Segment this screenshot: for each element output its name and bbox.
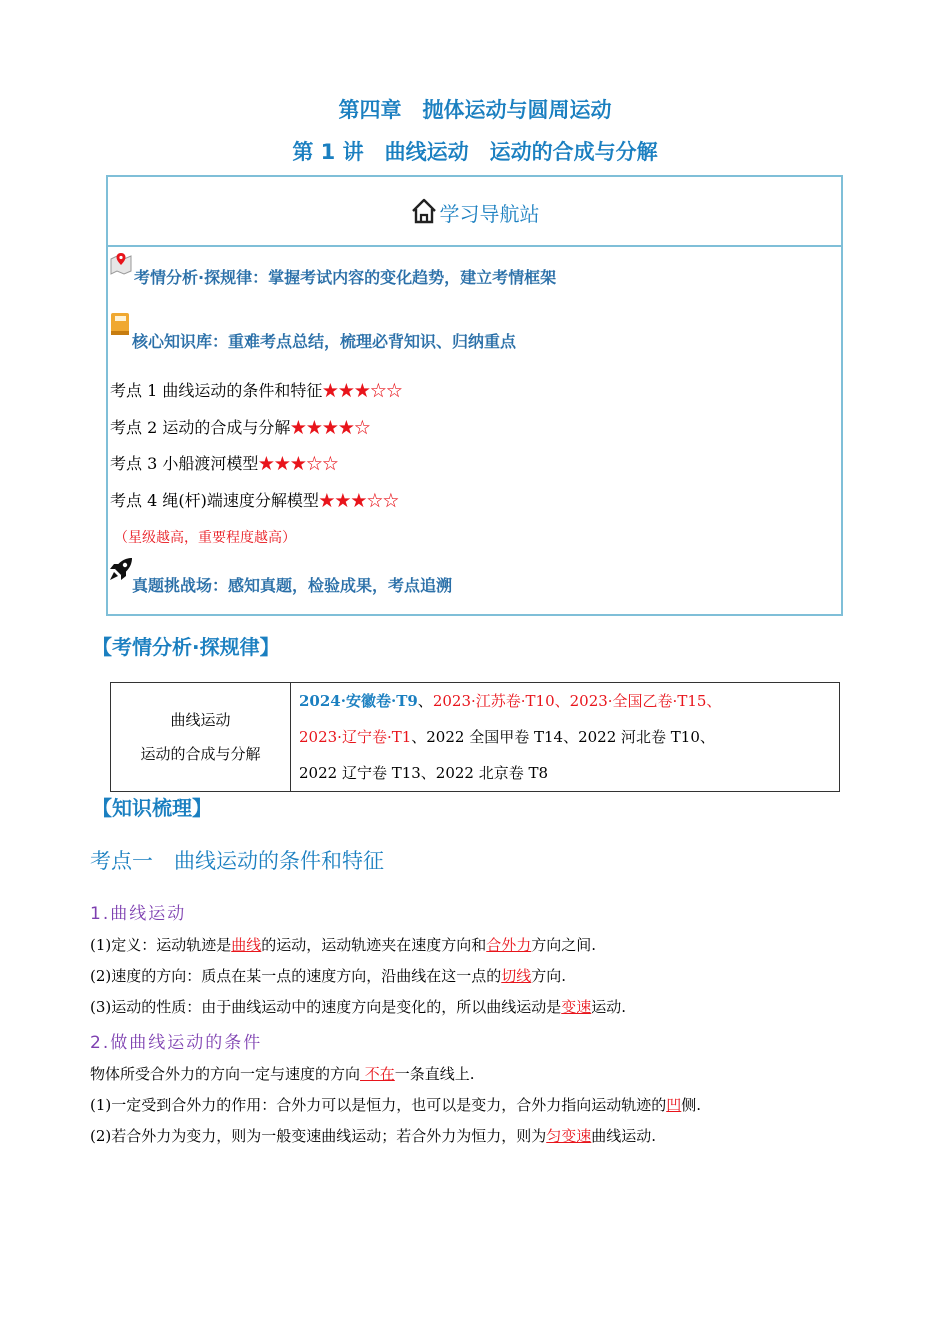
nav-header	[108, 177, 841, 247]
study-nav-box	[106, 175, 843, 616]
paragraph: (3)运动的性质：由于曲线运动中的速度方向是变化的，所以曲线运动是变速运动.	[90, 998, 627, 1016]
star-note: （星级越高，重要程度越高）	[114, 530, 296, 546]
subheading-1: 1.曲线运动	[90, 904, 187, 924]
kaodian-4: 考点 4 绳(杆)端速度分解模型★★★☆☆	[110, 491, 399, 510]
map-pin-icon	[110, 251, 132, 279]
paragraph: 物体所受合外力的方向一定与速度的方向 不在一条直线上.	[90, 1065, 475, 1083]
answer-blank: 曲线	[231, 936, 262, 954]
answer-blank: 变速	[561, 998, 592, 1016]
home-icon	[410, 197, 438, 230]
answer-blank: 凹	[666, 1096, 682, 1114]
kaodian-2: 考点 2 运动的合成与分解★★★★☆	[110, 418, 371, 437]
nav-row-challenge: 真题挑战场：感知真题，检验成果，考点追溯	[132, 576, 453, 595]
exam-list-cell: 2024·安徽卷·T9、2023·江苏卷·T10、2023·全国乙卷·T15、 2023·辽宁卷·T1、2022 全国甲卷 T14、2022 河北卷 T10、 2022 辽宁卷 T13、2022 北京卷 T8	[291, 683, 840, 792]
answer-blank: 合外力	[486, 936, 532, 954]
importance-stars: ★★★☆☆	[322, 381, 403, 400]
section-heading-exam: 【考情分析·探规律】	[92, 635, 280, 659]
exam-table	[110, 682, 840, 792]
book-icon	[110, 312, 130, 340]
importance-stars: ★★★☆☆	[258, 454, 339, 473]
kaodian-heading: 考点一 曲线运动的条件和特征	[90, 849, 384, 873]
nav-row-exam: 考情分析·探规律：掌握考试内容的变化趋势，建立考情框架	[134, 268, 557, 287]
answer-blank: 匀变速	[546, 1127, 592, 1145]
paragraph: (2)速度的方向：质点在某一点的速度方向，沿曲线在这一点的切线方向.	[90, 967, 567, 985]
kaodian-1: 考点 1 曲线运动的条件和特征★★★☆☆	[110, 381, 403, 400]
paragraph: (1)一定受到合外力的作用：合外力可以是恒力，也可以是变力，合外力指向运动轨迹的凹侧.	[90, 1096, 702, 1114]
paragraph: (1)定义：运动轨迹是曲线的运动，运动轨迹夹在速度方向和合外力方向之间.	[90, 936, 597, 954]
rocket-icon	[108, 556, 134, 586]
answer-blank: 切线	[501, 967, 532, 985]
topic-cell: 曲线运动 运动的合成与分解	[111, 683, 291, 792]
lecture-title: 第 1 讲 曲线运动 运动的合成与分解	[292, 140, 658, 164]
importance-stars: ★★★☆☆	[318, 491, 399, 510]
section-heading-knowledge: 【知识梳理】	[92, 796, 212, 820]
paragraph: (2)若合外力为变力，则为一般变速曲线运动；若合外力为恒力，则为匀变速曲线运动.	[90, 1127, 657, 1145]
subheading-2: 2.做曲线运动的条件	[90, 1033, 263, 1053]
kaodian-3: 考点 3 小船渡河模型★★★☆☆	[110, 454, 339, 473]
chapter-title: 第四章 抛体运动与圆周运动	[338, 98, 612, 122]
answer-blank: 不在	[360, 1065, 395, 1083]
importance-stars: ★★★★☆	[290, 418, 371, 437]
nav-title: 学习导航站	[439, 202, 540, 226]
nav-row-core: 核心知识库：重难考点总结，梳理必背知识、归纳重点	[132, 332, 517, 351]
